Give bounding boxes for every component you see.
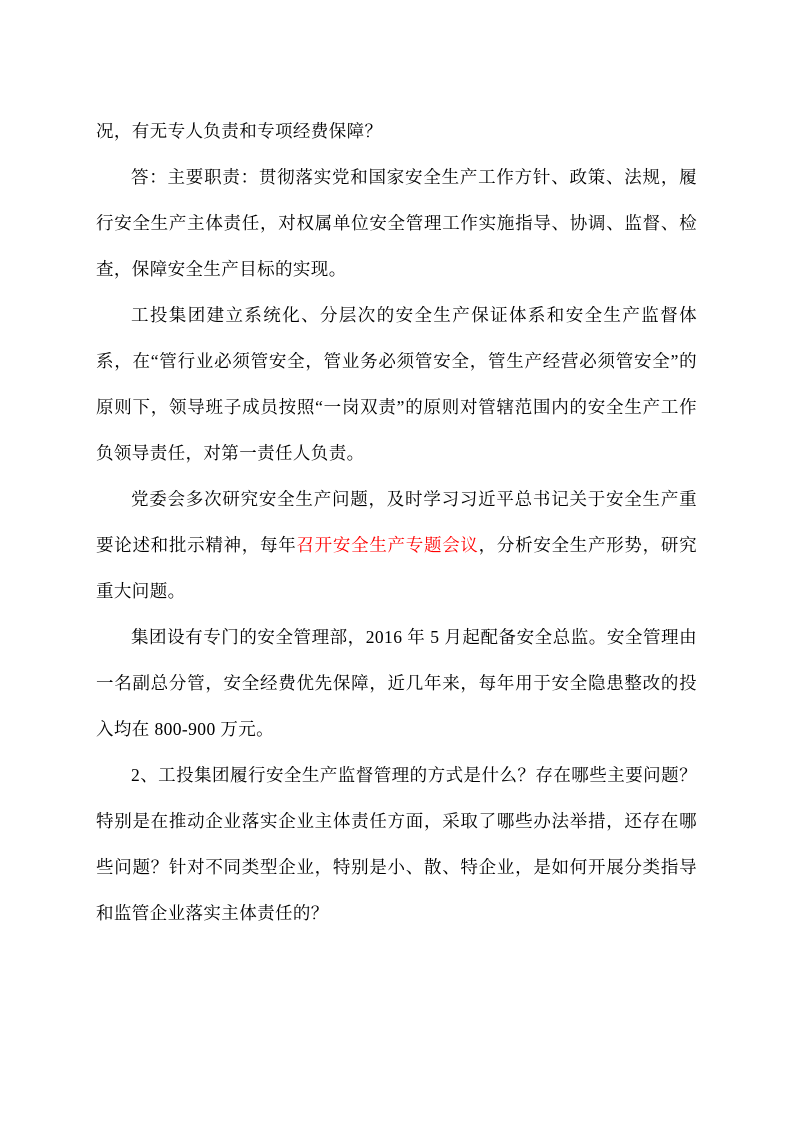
text-run: 工投集团建立系统化、分层次的安全生产保证体系和安全生产监督体系，在“管行业必须管安全，管业务必须管安全，管生产经营必须管安全”的原则下，领导班子成员按照“一岗双责”的原则对管辖范围内的安全生产工作负领导责任，对第一责任人负责。 xyxy=(96,305,697,463)
paragraph xyxy=(96,154,697,292)
text-run: ，分析安全生产形势，研究重大问题。 xyxy=(96,535,697,601)
text-run: 党委会多次研究安全生产问题，及时学习习近平总书记关于安全生产重要论述和批示精神，每年 xyxy=(96,489,697,555)
text-run: 答：主要职责：贯彻落实党和国家安全生产工作方针、政策、法规，履行安全生产主体责任，对权属单位安全管理工作实施指导、协调、监督、检查，保障安全生产目标的实现。 xyxy=(96,167,697,279)
paragraph xyxy=(96,476,697,614)
text-run: 集团设有专门的安全管理部，2016 年 5 月起配备安全总监。安全管理由一名副总分管，安全经费优先保障，近几年来，每年用于安全隐患整改的投入均在 800-900 万元。 xyxy=(96,627,697,739)
document-body xyxy=(96,108,697,936)
text-run: 2、工投集团履行安全生产监督管理的方式是什么？存在哪些主要问题？特别是在推动企业落实企业主体责任方面，采取了哪些办法举措，还存在哪些问题？针对不同类型企业，特别是小、散、特企业，是如何开展分类指导和监管企业落实主体责任的？ xyxy=(96,765,697,923)
paragraph xyxy=(96,614,697,752)
paragraph xyxy=(96,752,697,936)
paragraph xyxy=(96,292,697,476)
text-run: 况，有无专人负责和专项经费保障？ xyxy=(96,121,383,141)
highlighted-text-run: 召开安全生产专题会议 xyxy=(296,535,479,555)
paragraph xyxy=(96,108,697,154)
